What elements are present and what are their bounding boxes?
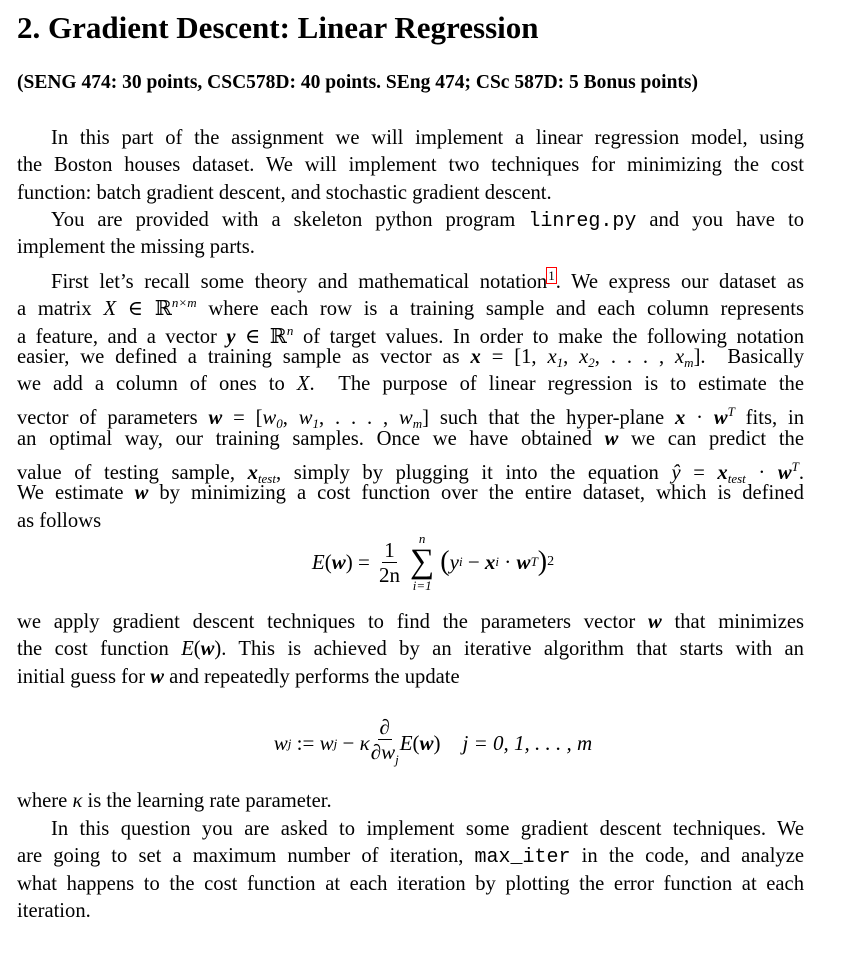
text-line	[17, 344, 804, 371]
text-segment: w	[134, 482, 149, 505]
text-segment: 1	[312, 416, 319, 432]
text-segment: 0	[276, 416, 283, 432]
eq-symbol: κ	[359, 731, 370, 755]
text-segment: x	[247, 462, 258, 485]
text-line	[17, 426, 804, 453]
text-segment: the cost function	[17, 638, 182, 661]
text-segment: w	[298, 407, 313, 430]
paragraph-question	[17, 816, 804, 925]
text-line	[17, 398, 805, 432]
text-segment: ∈ ℝ	[116, 298, 172, 321]
points-subtitle: (SENG 474: 30 points, CSC578D: 40 points. SEng 474; CSc 587D: 5 Bonus points)	[17, 72, 698, 93]
text-segment: and you have to	[636, 209, 804, 231]
text-segment: ,	[282, 407, 299, 430]
eq-symbol: :=	[291, 731, 320, 755]
text-segment: x	[674, 407, 686, 430]
eq-symbol: w	[516, 549, 531, 574]
text-line	[17, 453, 805, 487]
summation	[410, 532, 434, 592]
eq-symbol: i	[458, 554, 463, 569]
eq-symbol: j	[395, 752, 399, 767]
text-line	[17, 125, 804, 152]
eq-symbol: )	[433, 731, 441, 755]
code-text: linreg.py	[528, 210, 637, 233]
text-segment: where	[17, 790, 73, 812]
eq-symbol: w	[419, 731, 434, 755]
paragraph-intro	[17, 125, 804, 207]
text-segment: ). This is achieved by an iterative algorithm that starts with an	[214, 638, 804, 661]
eq-symbol: x	[484, 549, 496, 574]
text-line	[17, 816, 804, 843]
text-segment: =	[680, 462, 718, 485]
text-line	[17, 843, 804, 870]
text-segment: 1	[556, 354, 564, 370]
text-segment: we can predict the	[618, 427, 804, 450]
text-segment: X	[103, 298, 117, 321]
text-segment: ,	[563, 345, 580, 368]
text-segment: , simply by plugging it into the equation	[275, 462, 672, 485]
text-segment: In this question you are asked to implement some gradient descent techniques. We	[51, 818, 804, 840]
eq-symbol: −	[462, 549, 485, 574]
eq-symbol: E	[399, 731, 413, 755]
eq-symbol: E	[311, 549, 325, 574]
text-segment: T	[727, 404, 735, 420]
text-segment: w	[262, 407, 277, 430]
text-segment: . The purpose of linear regression is to estimate the	[309, 373, 804, 396]
text-segment: κ	[72, 790, 83, 812]
text-segment: are going to set a maximum number of iteration,	[17, 845, 475, 868]
code-text: max_iter	[474, 846, 571, 870]
text-segment: vector of parameters	[17, 407, 209, 430]
paragraph-skeleton	[17, 207, 804, 262]
text-segment: w	[777, 462, 792, 485]
text-line	[17, 262, 804, 293]
footnote-link[interactable]: 1	[548, 268, 555, 283]
text-segment: implement the missing parts.	[17, 236, 255, 259]
denominator: 2n	[379, 562, 401, 587]
text-segment: we apply gradient descent techniques to find the parameters vector	[17, 611, 648, 633]
numerator: 1	[384, 537, 395, 562]
eq-symbol: (	[440, 546, 450, 577]
text-segment: test	[257, 471, 276, 487]
text-segment: iteration.	[17, 899, 91, 922]
eq-symbol: −	[337, 731, 360, 755]
text-segment: easier, we defined a training sample as vector as	[17, 345, 471, 368]
text-segment: we add a column of ones to	[17, 373, 297, 396]
text-segment: x	[547, 345, 557, 368]
eq-symbol: (	[324, 549, 332, 574]
text-segment: what happens to the cost function at each iteration by plotting the error function at each	[17, 872, 804, 895]
text-segment: in the code, and analyze	[570, 845, 804, 868]
text-segment: w	[150, 665, 165, 688]
text-segment: by minimizing a cost function over the entire dataset, which is defined	[148, 482, 804, 505]
text-line	[17, 871, 804, 898]
eq-symbol: y	[449, 549, 459, 574]
sum-upper: n	[418, 531, 426, 546]
text-segment: X	[296, 373, 310, 396]
eq-symbol: T	[530, 554, 538, 569]
text-segment: w	[604, 427, 619, 450]
text-line	[17, 234, 804, 261]
text-segment: is the learning rate parameter.	[82, 790, 332, 812]
text-line	[17, 898, 804, 925]
numerator: ∂	[379, 715, 390, 739]
text-segment: ] such that the hyper-plane	[422, 407, 675, 430]
eq-symbol: i	[495, 554, 500, 569]
text-segment: ·	[745, 462, 778, 485]
text-segment: T	[791, 459, 799, 475]
text-segment: y	[226, 325, 236, 348]
text-segment: value of testing sample,	[17, 462, 248, 485]
eq-symbol: (	[412, 731, 420, 755]
text-segment: a matrix	[17, 298, 104, 321]
text-segment: ]. Basically	[693, 345, 805, 368]
eq-symbol: w	[273, 731, 288, 755]
text-segment: x	[717, 462, 728, 485]
denominator: ∂w	[370, 740, 396, 764]
text-segment: ∈ ℝ	[235, 325, 287, 348]
text-segment: as follows	[17, 509, 102, 532]
text-segment: a feature, and a vector	[17, 325, 227, 348]
text-line	[17, 317, 804, 348]
text-segment: x	[470, 345, 481, 368]
eq-symbol: w	[331, 549, 346, 574]
text-segment: w	[713, 407, 728, 430]
text-segment: , . . . ,	[318, 407, 399, 430]
text-segment: the Boston houses dataset. We will implement two techniques for minimizing the cost	[17, 154, 804, 177]
text-segment: (	[193, 638, 201, 661]
text-segment: w	[398, 407, 413, 430]
text-segment: initial guess for	[17, 665, 151, 688]
text-segment: w	[208, 407, 223, 430]
text-segment: ·	[685, 407, 714, 430]
text-line	[17, 289, 805, 321]
text-segment: n×m	[171, 295, 197, 311]
text-line	[17, 609, 804, 636]
text-segment: ŷ	[671, 462, 681, 485]
eq-symbol: j	[287, 735, 292, 751]
text-line	[17, 180, 804, 207]
index-range: j = 0, 1, . . . , m	[462, 731, 593, 755]
text-segment: , . . . ,	[594, 345, 676, 368]
text-segment: fits, in	[734, 407, 805, 430]
text-segment: x	[579, 345, 589, 368]
cost-function-equation	[0, 532, 866, 592]
text-segment: that minimizes	[661, 611, 804, 633]
text-line	[17, 207, 804, 234]
text-segment: .	[798, 462, 805, 485]
eq-symbol: w	[319, 731, 334, 755]
section-title: 2. Gradient Descent: Linear Regression	[17, 10, 539, 45]
text-segment: n	[286, 322, 294, 338]
text-segment: x	[675, 345, 685, 368]
eq-symbol: =	[352, 549, 376, 574]
eq-symbol: ·	[499, 549, 517, 574]
sum-symbol: ∑	[410, 543, 435, 580]
text-segment: 2	[588, 354, 595, 370]
text-line	[17, 788, 804, 815]
eq-symbol: j	[333, 735, 338, 751]
text-segment: where each row is a training sample and each column represents	[196, 298, 805, 321]
text-segment: . We express our dataset as	[555, 271, 804, 293]
text-segment: = [1,	[480, 345, 548, 368]
text-segment: and repeatedly performs the update	[164, 665, 460, 688]
text-segment: You are provided with a skeleton python program	[51, 209, 529, 231]
text-segment: In this part of the assignment we will implement a linear regression model, using	[51, 127, 804, 149]
fraction	[379, 538, 400, 587]
text-segment: an optimal way, our training samples. Once we have obtained	[17, 427, 605, 450]
sum-lower: i=1	[412, 578, 432, 593]
text-segment: w	[200, 638, 215, 661]
text-line	[17, 371, 804, 398]
eq-symbol: 2	[547, 554, 555, 569]
text-segment: of target values. In order to make the following notation	[293, 325, 804, 348]
text-line	[17, 152, 804, 179]
text-segment: m	[684, 354, 694, 370]
text-segment: function: batch gradient descent, and stochastic gradient descent.	[17, 181, 552, 204]
eq-symbol: )	[345, 549, 353, 574]
paragraph-gradient	[17, 609, 804, 691]
update-rule-equation	[0, 715, 866, 772]
text-segment: First let’s recall some theory and mathematical notation	[51, 271, 548, 293]
text-segment: = [	[222, 407, 263, 430]
text-line	[17, 508, 804, 535]
text-line	[17, 664, 804, 691]
text-line	[17, 636, 804, 663]
text-line	[17, 480, 804, 507]
text-segment: w	[648, 611, 662, 633]
partial-derivative	[371, 715, 399, 772]
text-segment: test	[727, 471, 746, 487]
paragraph-theory	[17, 262, 804, 535]
paragraph-learning-rate	[17, 788, 804, 815]
eq-symbol: )	[537, 546, 548, 577]
text-segment: E	[181, 638, 194, 661]
text-segment: m	[412, 416, 423, 432]
text-segment: We estimate	[17, 482, 135, 505]
